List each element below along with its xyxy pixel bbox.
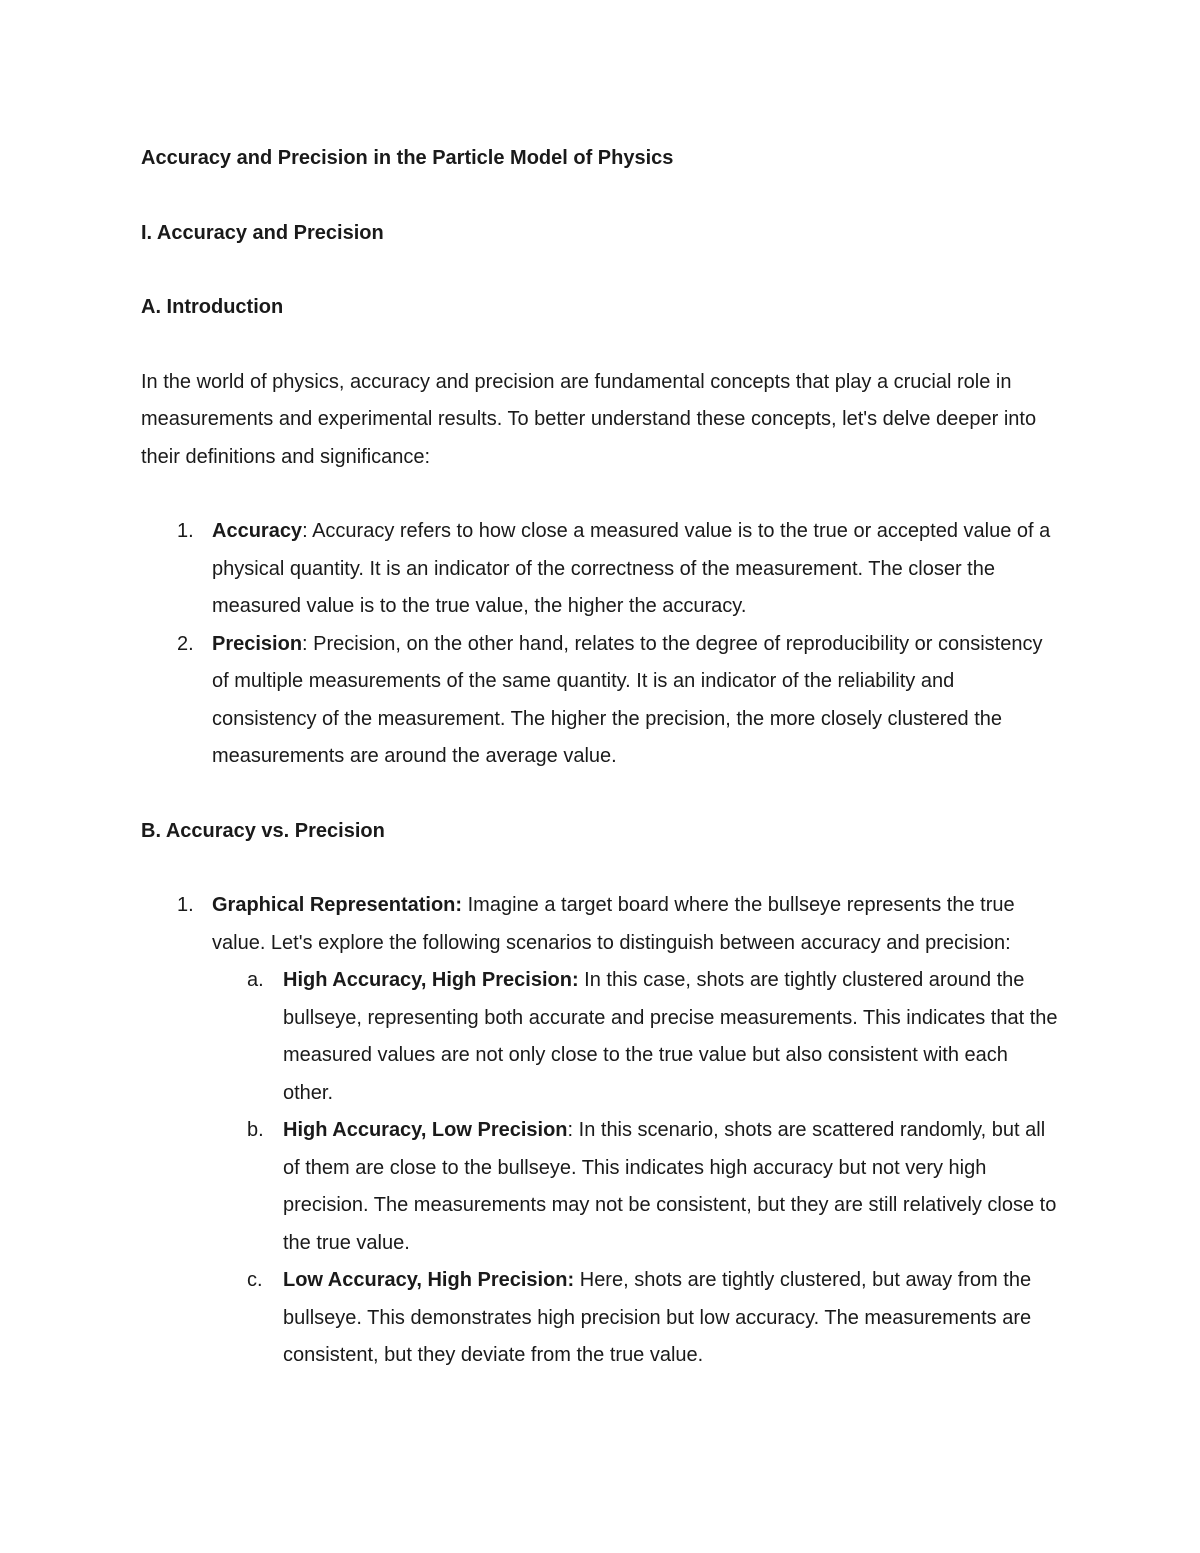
section-heading-b: B. Accuracy vs. Precision (141, 819, 385, 842)
term-scenario: High Accuracy, High Precision: (283, 969, 579, 991)
spacer (141, 178, 1061, 215)
spacer (141, 850, 1061, 887)
spacer (141, 327, 1061, 364)
list-item (141, 513, 1061, 626)
list-item (141, 626, 1061, 776)
list-marker: 1. (177, 894, 194, 916)
scenarios-list (212, 962, 1061, 1375)
spacer (141, 476, 1061, 513)
term-scenario: High Accuracy, Low Precision (283, 1119, 568, 1141)
spacer (141, 776, 1061, 813)
definitions-list (141, 513, 1061, 776)
definition-text: : Precision, on the other hand, relates to the degree of reproducibility or consistency of multiple measurements of the same quantity. It is an indicator of the reliability and consistency of the measurement. The higher the precision, the more closely clustered the measurements are around the average value. (212, 632, 1043, 767)
list-marker: 2. (177, 632, 194, 655)
scenario-text: In this case, shots are tightly clustered around the bullseye, representing both accurate and precise measurements. This indicates that the measured values are not only close to the true value but also consistent with each other. (283, 969, 1058, 1104)
intro-paragraph: In the world of physics, accuracy and precision are fundamental concepts that play a crucial role in measurements and experimental results. To better understand these concepts, let's delve deeper into their definitions and significance: (141, 370, 1037, 468)
term-scenario: Low Accuracy, High Precision: (283, 1269, 575, 1291)
list-marker: c. (247, 1269, 263, 1291)
list-item (212, 962, 1061, 1112)
term-accuracy: Accuracy (212, 520, 303, 542)
definition-text: : Accuracy refers to how close a measured value is to the true or accepted value of a physical quantity. It is an indicator of the correctness of the measurement. The closer the measured value is to the true value, the higher the accuracy. (212, 520, 1051, 617)
term-graphical-representation: Graphical Representation: (212, 894, 463, 916)
list-marker: 1. (177, 520, 194, 542)
comparison-list (141, 887, 1061, 1375)
list-item (141, 887, 1061, 1375)
list-item (212, 1262, 1061, 1375)
list-marker: a. (247, 969, 264, 991)
scenario-text: : In this scenario, shots are scattered randomly, but all of them are close to the bullseye. This indicates high accuracy but not very high precision. The measurements may not be consistent, but they are still relatively close to the true value. (283, 1119, 1057, 1254)
spacer (141, 252, 1061, 289)
section-heading-i: I. Accuracy and Precision (141, 221, 384, 244)
section-heading-a: A. Introduction (141, 296, 284, 318)
graphical-text: Imagine a target board where the bullseye represents the true value. Let's explore the following scenarios to distinguish between accuracy and precision: (212, 894, 1015, 954)
term-precision: Precision (212, 632, 303, 655)
list-item (212, 1112, 1061, 1262)
list-marker: b. (247, 1119, 264, 1141)
document-title: Accuracy and Precision in the Particle Model of Physics (141, 147, 674, 169)
document-page (141, 140, 1061, 1375)
scenario-text: Here, shots are tightly clustered, but away from the bullseye. This demonstrates high precision but low accuracy. The measurements are consistent, but they deviate from the true value. (283, 1269, 1032, 1366)
